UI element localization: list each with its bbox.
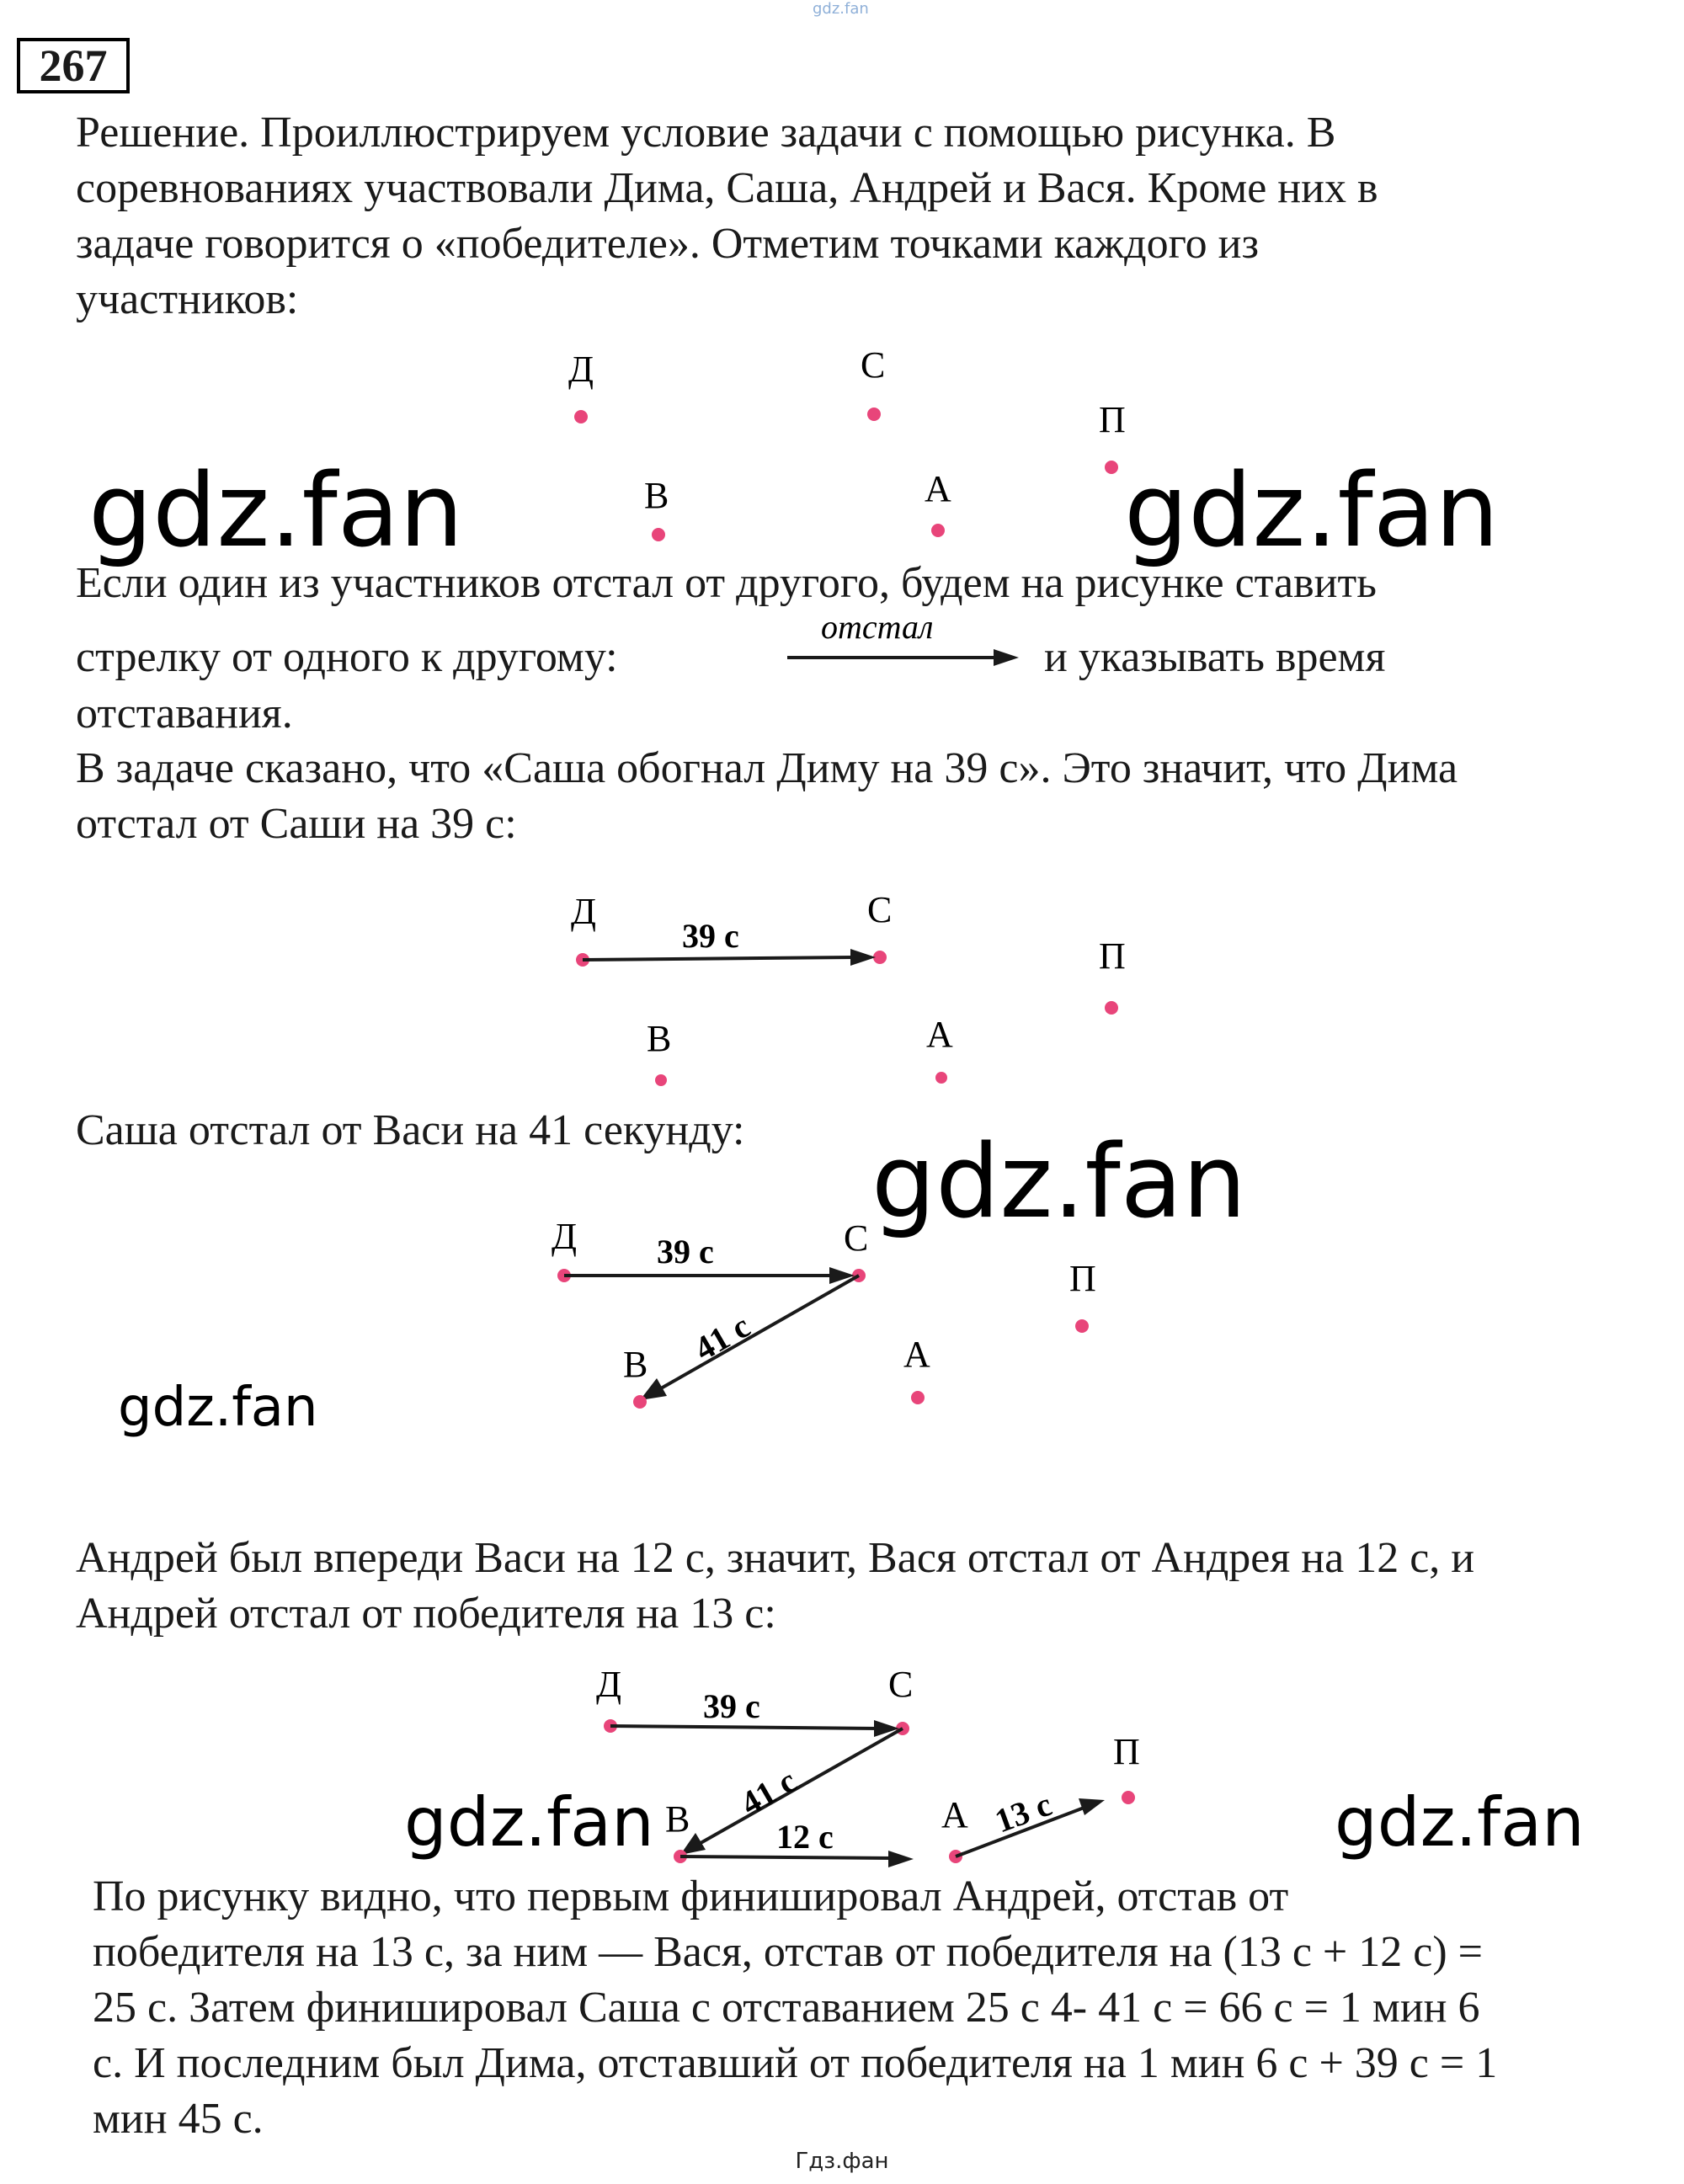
figure-step-1 xyxy=(522,855,1145,1095)
figure-legend-arrow xyxy=(779,610,1031,682)
label-s: С xyxy=(867,889,893,930)
problem-number: 267 xyxy=(17,38,130,93)
label-v: В xyxy=(647,1018,672,1059)
top-watermark: gdz.fan xyxy=(813,0,869,18)
label-d: Д xyxy=(552,1216,578,1257)
label-v: В xyxy=(665,1798,690,1840)
arrow-v-a xyxy=(680,1856,893,1858)
point-p xyxy=(1075,1319,1089,1333)
label-a: А xyxy=(925,468,951,509)
label-p: П xyxy=(1069,1258,1096,1299)
label-s: С xyxy=(888,1664,914,1705)
point-p xyxy=(1105,461,1118,474)
label-d: Д xyxy=(571,891,597,932)
figure-participants xyxy=(505,324,1162,560)
figure-step-2 xyxy=(530,1191,1137,1427)
legend-arrow-head xyxy=(994,649,1019,666)
label-a: А xyxy=(941,1794,968,1835)
label-12: 12 с xyxy=(776,1818,834,1856)
paragraph-arrow-mid: стрелку от одного к другому: xyxy=(76,633,618,681)
paragraph-arrow-last: отставания. xyxy=(76,690,293,738)
watermark: gdz.fan xyxy=(118,1377,318,1439)
label-otstal: отстал xyxy=(821,610,934,646)
paragraph-arrow-intro: Если один из участников отстал от другого, будем на рисунке ставить xyxy=(76,559,1377,607)
paragraph-step-2: Саша отстал от Васи на 41 секунду: xyxy=(76,1106,745,1154)
watermark: gdz.fan xyxy=(871,1124,1247,1241)
watermark: gdz.fan xyxy=(404,1783,654,1862)
label-d: Д xyxy=(568,349,594,390)
point-a xyxy=(935,1072,947,1084)
label-a: А xyxy=(903,1334,930,1375)
point-v xyxy=(655,1074,667,1086)
arrow-d-s xyxy=(583,957,855,960)
watermark: gdz.fan xyxy=(1124,453,1500,570)
paragraph-step-1: В задаче сказано, что «Саша обогнал Диму на 39 с». Это значит, что Дима отстал от Саши на 39 с: xyxy=(76,744,1458,848)
point-d xyxy=(574,410,588,423)
point-v xyxy=(652,528,665,541)
paragraph-arrow-end: и указывать время xyxy=(1044,633,1386,681)
label-v: В xyxy=(623,1344,648,1385)
label-39: 39 с xyxy=(657,1233,714,1270)
label-a: А xyxy=(926,1014,953,1055)
label-s: С xyxy=(844,1217,869,1259)
paragraph-step-3: Андрей был впереди Васи на 12 с, значит, Вася отстал от Андрея на 12 с, и Андрей отстал от победителя на 13 с: xyxy=(76,1534,1475,1638)
point-s xyxy=(867,408,881,421)
point-v xyxy=(633,1395,647,1409)
arrow-s-v xyxy=(655,1276,859,1392)
label-39: 39 с xyxy=(682,917,739,955)
arrow-head xyxy=(1079,1798,1105,1815)
label-41: 41 с xyxy=(688,1306,757,1368)
point-a xyxy=(931,524,945,537)
label-d: Д xyxy=(596,1664,622,1705)
arrow-d-s xyxy=(610,1726,880,1729)
paragraph-conclusion: По рисунку видно, что первым финишировал Андрей, отстав от победителя на 13 с, за ним — Вася, отстав от победителя на (13 с + 12 с) = 25 с. Затем финишировал Саша с отставанием 25 с 4- 41 с = 66 с = 1 мин 6 с. И последним был Дима, отставший от победителя на 1 мин 6 с + 39 с = 1 мин 45 с. xyxy=(93,1872,1498,2143)
label-13: 13 с xyxy=(989,1784,1057,1840)
label-v: В xyxy=(644,475,669,516)
arrow-head xyxy=(850,949,876,966)
watermark: gdz.fan xyxy=(1335,1783,1585,1862)
watermark: gdz.fan xyxy=(88,453,464,570)
label-41: 41 с xyxy=(734,1761,803,1823)
label-39: 39 с xyxy=(703,1687,760,1725)
point-a xyxy=(911,1391,925,1404)
point-p xyxy=(1122,1791,1135,1804)
label-s: С xyxy=(861,344,886,386)
paragraph-intro: Решение. Проиллюстрируем условие задачи с помощью рисунка. В соревнованиях участвовали Дима, Саша, Андрей и Вася. Кроме них в задаче говорится о «победителе». Отметим точками каждого из участников: xyxy=(76,109,1378,323)
point-p xyxy=(1105,1001,1118,1015)
footer-watermark: Гдз.фан xyxy=(795,2149,889,2174)
label-p: П xyxy=(1099,935,1126,977)
label-p: П xyxy=(1099,399,1126,440)
label-p: П xyxy=(1113,1731,1140,1772)
arrow-head xyxy=(888,1851,914,1867)
